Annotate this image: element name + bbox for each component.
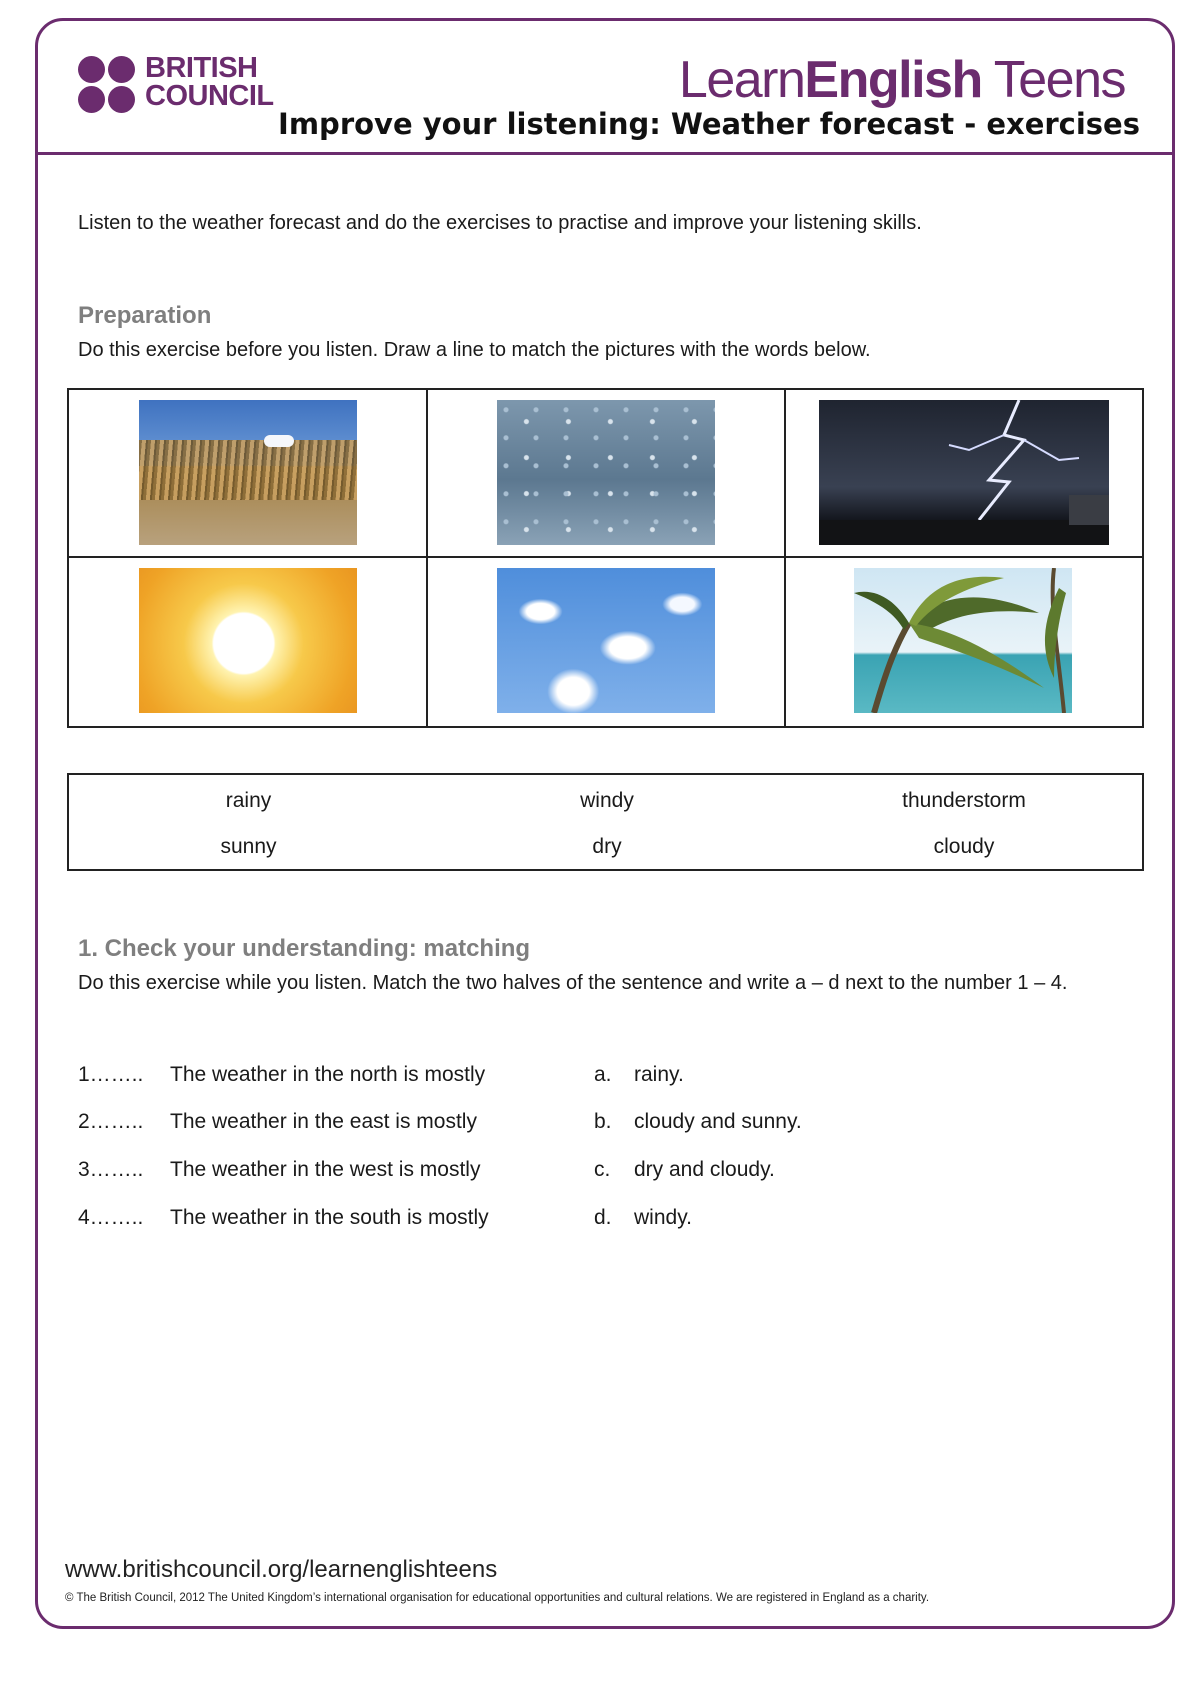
sentence-start: The weather in the north is mostly: [170, 1063, 486, 1086]
sentence-start: The weather in the west is mostly: [170, 1158, 481, 1181]
answer-blank[interactable]: 1……..: [78, 1063, 144, 1086]
option-letter: b.: [594, 1110, 612, 1133]
header-divider: [35, 152, 1175, 155]
learnenglish-teens-logo: LearnEnglish Teens: [678, 51, 1125, 109]
word-dry: dry: [592, 835, 622, 858]
option-letter: d.: [594, 1206, 612, 1229]
british-council-logo: [78, 54, 288, 114]
sentence-end: windy.: [634, 1206, 692, 1229]
page-title: Improve your listening: Weather forecast - exercises: [278, 107, 1140, 141]
option-letter: a.: [594, 1063, 612, 1086]
word-sunny: sunny: [220, 835, 277, 858]
answer-blank[interactable]: 4……..: [78, 1206, 144, 1229]
rain-drops-image: [497, 400, 715, 545]
british-council-wordmark: BRITISH COUNCIL: [145, 52, 274, 112]
sentence-start: The weather in the south is mostly: [170, 1206, 489, 1229]
sentence-end: rainy.: [634, 1063, 684, 1086]
dry-field-image: [139, 400, 357, 545]
sentence-end: dry and cloudy.: [634, 1158, 775, 1181]
british-council-dots-icon: [78, 56, 136, 114]
picture-cell-dry: [69, 390, 428, 558]
picture-grid: [67, 388, 1144, 728]
picture-cell-sun: [69, 558, 428, 726]
word-thunderstorm: thunderstorm: [902, 789, 1026, 812]
picture-cell-clouds: [428, 558, 786, 726]
sentence-end: cloudy and sunny.: [634, 1110, 802, 1133]
windy-palm-image: [854, 568, 1072, 713]
word-box: [67, 773, 1144, 871]
clouds-image: [497, 568, 715, 713]
picture-cell-wind: [786, 558, 1142, 726]
sentence-start: The weather in the east is mostly: [170, 1110, 477, 1133]
word-windy: windy: [580, 789, 634, 812]
word-rainy: rainy: [225, 789, 272, 812]
picture-cell-storm: [786, 390, 1142, 558]
check-heading: 1. Check your understanding: matching: [78, 935, 531, 962]
footer-copyright: © The British Council, 2012 The United Kingdom’s international organisation for educational opportunities and cultural relations. We are registered in England as a charity.: [65, 1592, 930, 1604]
answer-blank[interactable]: 3……..: [78, 1158, 144, 1181]
picture-cell-rain: [428, 390, 786, 558]
word-cloudy: cloudy: [933, 835, 995, 858]
intro-text: Listen to the weather forecast and do the exercises to practise and improve your listening skills.: [78, 212, 922, 234]
answer-blank[interactable]: 2……..: [78, 1110, 144, 1133]
preparation-heading: Preparation: [78, 302, 212, 329]
footer-url-link[interactable]: www.britishcouncil.org/learnenglishteens: [65, 1556, 498, 1583]
preparation-instruction: Do this exercise before you listen. Draw a line to match the pictures with the words below.: [78, 339, 871, 361]
check-instruction: Do this exercise while you listen. Match the two halves of the sentence and write a – d next to the number 1 – 4.: [78, 972, 1068, 994]
lightning-storm-image: [819, 400, 1109, 545]
sun-image: [139, 568, 357, 713]
option-letter: c.: [594, 1158, 611, 1181]
